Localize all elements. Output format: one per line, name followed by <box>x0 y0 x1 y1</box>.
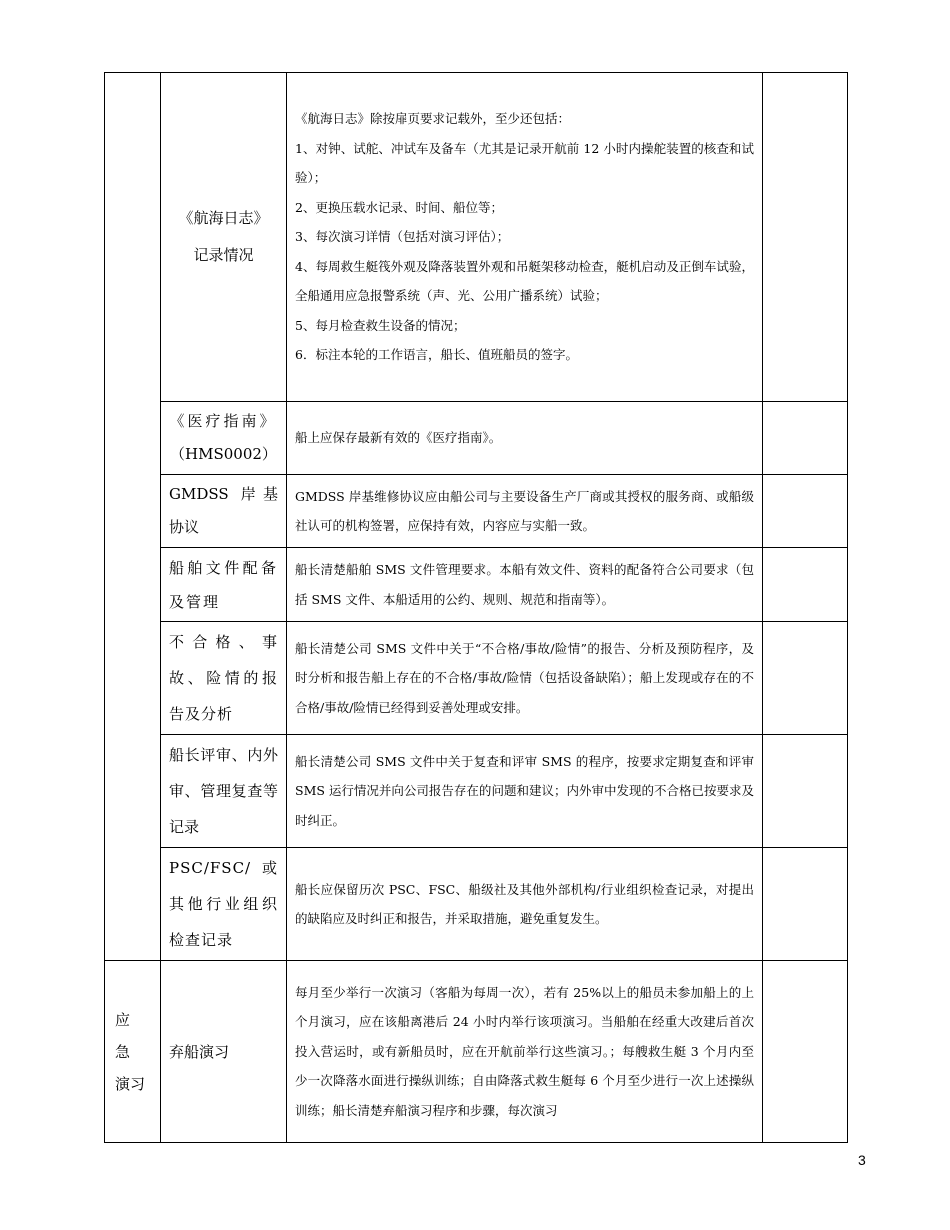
item-text: 弃船演习 <box>169 1042 230 1061</box>
result-cell <box>763 735 848 848</box>
table-row <box>105 622 848 735</box>
item-text: （HMS0002） <box>170 445 277 463</box>
requirement-text: 船长清楚公司 SMS 文件中关于“不合格/事故/险情”的报告、分析及预防程序，及时分析和报告船上存在的不合格/事故/险情（包括设备缺陷）；船上发现或存在的不合格/事故/险情已经得到妥善处理或安排。 <box>295 640 754 715</box>
result-cell <box>763 548 848 622</box>
result-cell <box>763 475 848 548</box>
item-cell <box>161 735 287 848</box>
requirement-cell <box>287 475 763 548</box>
requirement-text: 船长清楚公司 SMS 文件中关于复查和评审 SMS 的程序，按要求定期复查和评审 SMS 运行情况并向公司报告存在的问题和建议；内外审中发现的不合格已按要求及时纠正。 <box>295 753 754 828</box>
requirement-text: 船上应保存最新有效的《医疗指南》。 <box>295 430 502 446</box>
result-cell <box>763 848 848 961</box>
table-row <box>105 735 848 848</box>
requirement-text: 《航海日志》除按扉页要求记载外，至少还包括： <box>295 111 571 127</box>
table-row <box>105 402 848 475</box>
item-text: 《医疗指南》 <box>169 412 278 430</box>
item-text: 船长评审、内外审、管理复查等记录 <box>169 746 278 836</box>
item-cell <box>161 548 287 622</box>
item-text: 记录情况 <box>193 246 254 264</box>
category-cell <box>105 961 161 1143</box>
item-text: 不合格、事故、险情的报告及分析 <box>169 633 278 723</box>
requirement-text: 5、每月检查救生设备的情况； <box>295 317 466 333</box>
category-text: 演习 <box>115 1074 146 1093</box>
item-text: 《航海日志》 <box>178 209 269 227</box>
requirement-text: 2、更换压载水记录、时间、船位等； <box>295 199 503 215</box>
requirement-cell <box>287 73 763 402</box>
item-cell <box>161 961 287 1143</box>
requirement-cell <box>287 848 763 961</box>
result-cell <box>763 73 848 402</box>
result-cell <box>763 961 848 1143</box>
requirement-text: 船长清楚船舶 SMS 文件管理要求。本船有效文件、资料的配备符合公司要求（包括 SMS 文件、本船适用的公约、规则、规范和指南等）。 <box>295 562 754 607</box>
table-row <box>105 848 848 961</box>
table-row <box>105 73 848 402</box>
page-number: 3 <box>858 1152 866 1168</box>
item-cell <box>161 848 287 961</box>
requirement-cell <box>287 961 763 1143</box>
item-text: PSC/FSC/ 或其他行业组织检查记录 <box>169 859 278 949</box>
table-row <box>105 961 848 1143</box>
item-text: 船舶文件配备及管理 <box>169 558 278 611</box>
item-cell <box>161 622 287 735</box>
requirement-cell <box>287 735 763 848</box>
item-cell <box>161 73 287 402</box>
item-cell <box>161 475 287 548</box>
result-cell <box>763 402 848 475</box>
requirement-text: GMDSS 岸基维修协议应由船公司与主要设备生产厂商或其授权的服务商、或船级社认可的机构签署，应保持有效，内容应与实船一致。 <box>295 488 754 533</box>
requirement-cell <box>287 622 763 735</box>
item-text: GMDSS 岸基协议 <box>169 485 278 536</box>
requirement-text: 船长应保留历次 PSC、FSC、船级社及其他外部机构/行业组织检查记录，对提出的缺陷应及时纠正和报告，并采取措施，避免重复发生。 <box>295 881 754 926</box>
result-cell <box>763 622 848 735</box>
table-row <box>105 475 848 548</box>
inspection-checklist-table <box>104 72 848 1143</box>
item-cell <box>161 402 287 475</box>
category-text: 应急 <box>115 1010 145 1061</box>
requirement-text: 1、对钟、试舵、冲试车及备车（尤其是记录开航前 12 小时内操舵装置的核查和试验）； <box>295 140 754 186</box>
requirement-text: 6．标注本轮的工作语言，船长、值班船员的签字。 <box>295 347 578 363</box>
category-cell <box>105 73 161 961</box>
requirement-text: 每月至少举行一次演习（客船为每周一次），若有 25%以上的船员未参加船上的上个月演习，应在该船离港后 24 小时内举行该项演习。当船舶在经重大改建后首次投入营运时，或有新船员时，应在开航前举行这些演习。；每艘救生艇 3 个月内至少一次降落水面进行操纵训练；自由降落式救生艇每 6 个月至少进行一次上述操纵训练；船长清楚弃船演习程序和步骤，每次演习 <box>295 984 754 1118</box>
requirement-cell <box>287 548 763 622</box>
requirement-text: 3、每次演习详情（包括对演习评估）； <box>295 229 510 245</box>
table-row <box>105 548 848 622</box>
requirement-cell <box>287 402 763 475</box>
requirement-text: 4、每周救生艇筏外观及降落装置外观和吊艇架移动检查，艇机启动及正倒车试验，全船通用应急报警系统（声、光、公用广播系统）试验； <box>295 258 754 304</box>
